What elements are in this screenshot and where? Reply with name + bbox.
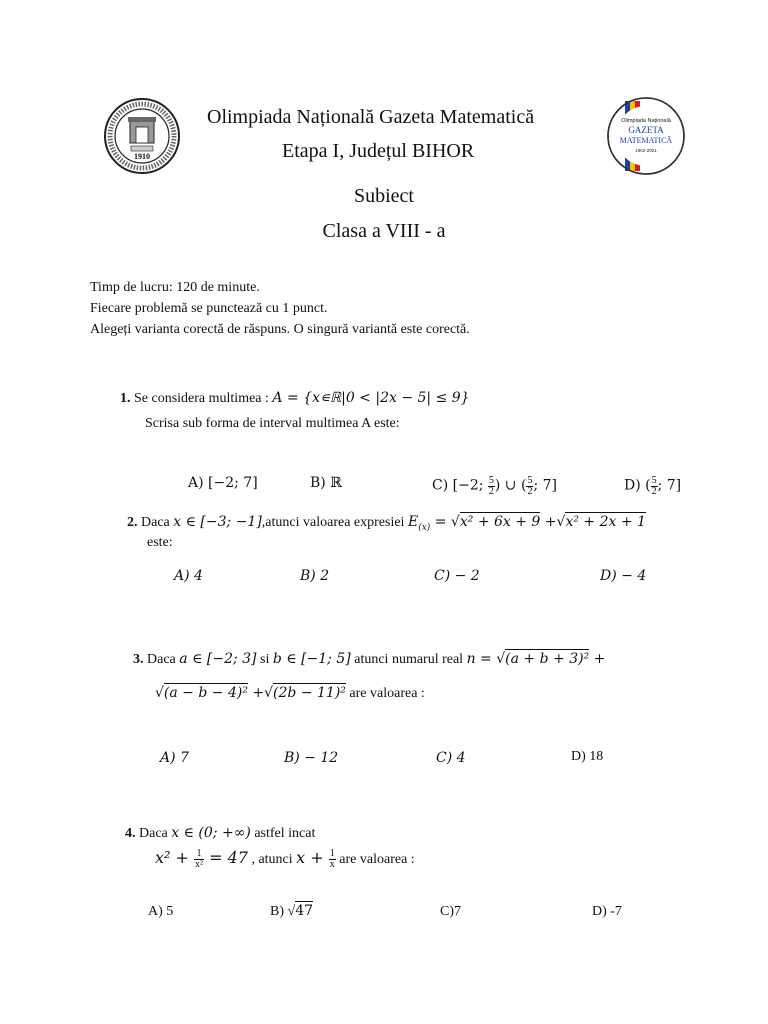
- instruction-time: Timp de lucru: 120 de minute.: [90, 280, 260, 295]
- q4-option-b[interactable]: B) √47: [270, 903, 314, 919]
- logo-line1: Olimpiada Națională: [621, 118, 671, 124]
- q3-option-b[interactable]: B) − 12: [284, 750, 339, 766]
- question-1: [120, 390, 470, 407]
- ssmr-stamp-logo: [103, 97, 181, 175]
- grade-heading: Clasa a VIII - a: [322, 220, 446, 242]
- question-number: 3.: [133, 652, 144, 667]
- question-4: 4. Daca x ∈ (0; +∞) astfel incat: [125, 825, 316, 841]
- question-number: 2.: [127, 515, 138, 530]
- stamp-year: 1910: [134, 152, 150, 161]
- q4-option-d[interactable]: D) -7: [592, 904, 622, 919]
- q1-option-a[interactable]: A) [−2; 7]: [188, 475, 258, 491]
- q2-option-a[interactable]: A) 4: [174, 568, 203, 584]
- gazeta-matematica-logo: [606, 96, 686, 176]
- olympiad-title: Olimpiada Națională Gazeta Matematică: [207, 106, 535, 128]
- q2-option-b[interactable]: B) 2: [300, 568, 330, 584]
- q1-option-d[interactable]: D) ( $\frac{5}{2}$ ; 7]: [624, 475, 682, 497]
- question-2: 2. Daca x ∈ [−3; −1],atunci valoarea expresiei $E_{(x)} = √x^2 + 6x + 9 +√x^2 + 2x + 1$: [127, 514, 646, 533]
- question-number: 4.: [125, 826, 136, 841]
- question-3-line2: √(a − b − 4)² +√(2b − 11)² are valoarea :: [155, 685, 425, 701]
- logo-line4: 1902-2021: [635, 148, 657, 153]
- logo-line2: GAZETA: [628, 125, 664, 135]
- q3-option-d[interactable]: D) 18: [571, 749, 604, 764]
- q3-option-c[interactable]: C) 4: [436, 750, 466, 766]
- q1-option-b[interactable]: B) ℝ: [310, 475, 342, 491]
- question-1-line2: Scrisa sub forma de interval multimea A este:: [145, 416, 400, 431]
- q4-option-c[interactable]: C)7: [440, 904, 461, 919]
- question-3: 3. Daca a ∈ [−2; 3] si b ∈ [−1; 5] atunci numarul real n = √(a + b + 3)² +: [133, 651, 606, 667]
- instruction-points: Fiecare problemă se punctează cu 1 punct.: [90, 301, 328, 316]
- question-math: A = {x∊ℝ|0 < |2x − 5| ≤ 9}: [272, 390, 470, 406]
- q3-option-a[interactable]: A) 7: [160, 750, 189, 766]
- logo-line3: MATEMATICĂ: [619, 136, 673, 145]
- stage-line: Etapa I, Județul BIHOR: [282, 140, 475, 162]
- q4-option-a[interactable]: A) 5: [148, 904, 174, 919]
- q2-option-d[interactable]: D) − 4: [600, 568, 647, 584]
- question-text: Se considera multimea :: [134, 391, 273, 406]
- q1-option-c[interactable]: C) [−2; $\frac{5}{2}$ ) ∪ ( $\frac{5}{2}$ ; 7]: [432, 475, 557, 497]
- instruction-choice: Alegeți varianta corectă de răspuns. O singură variantă este corectă.: [90, 322, 470, 337]
- question-number: 1.: [120, 391, 131, 406]
- q2-option-c[interactable]: C) − 2: [434, 568, 480, 584]
- subject-heading: Subiect: [354, 185, 414, 207]
- question-4-line2: x² + $\frac{1}{\text{x²}}$ = 47 , atunci x + $\frac{1}{x}$ are valoarea :: [155, 848, 415, 871]
- question-2-line2: este:: [147, 535, 173, 550]
